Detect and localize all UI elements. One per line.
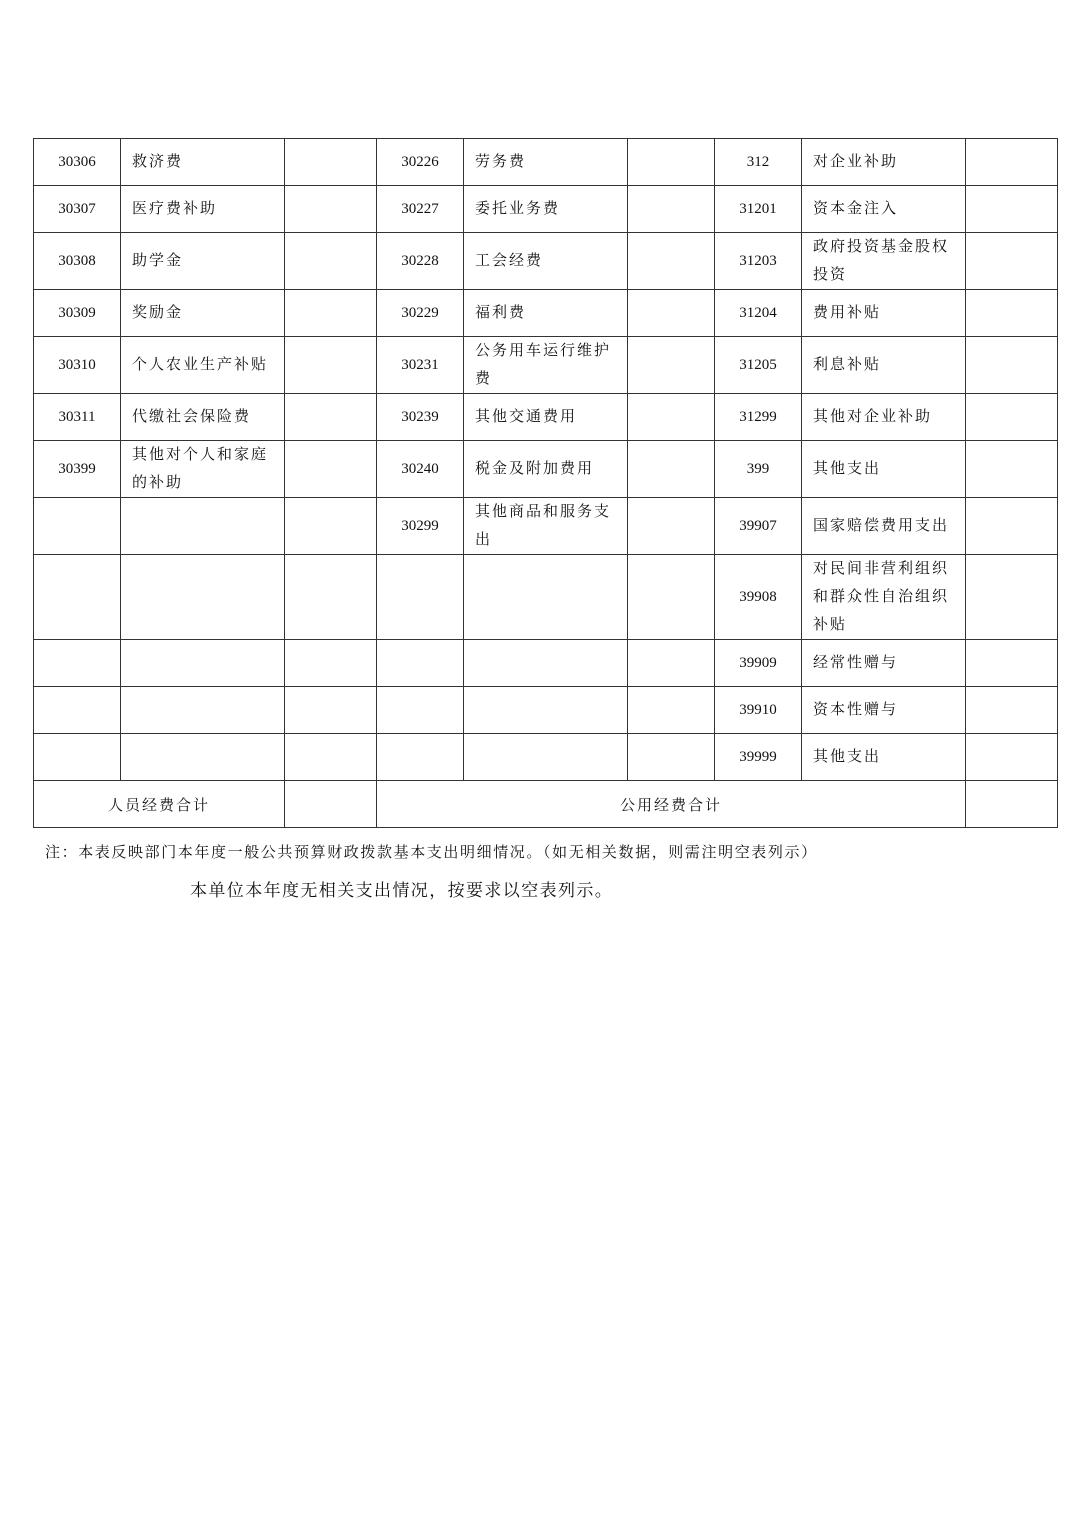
amount-cell (285, 233, 377, 290)
item-code (34, 734, 121, 781)
item-name (464, 555, 628, 640)
amount-cell (966, 687, 1058, 734)
item-name: 利息补贴 (802, 337, 966, 394)
item-code: 30239 (377, 394, 464, 441)
item-code: 31204 (715, 290, 802, 337)
empty-table-statement: 本单位本年度无相关支出情况，按要求以空表列示。 (190, 881, 614, 901)
item-code: 30228 (377, 233, 464, 290)
amount-cell (628, 441, 715, 498)
item-code: 39907 (715, 498, 802, 555)
amount-cell (628, 186, 715, 233)
totals-row (34, 781, 1058, 828)
personnel-expense-total-label: 人员经费合计 (34, 781, 285, 828)
item-name: 医疗费补助 (121, 186, 285, 233)
amount-cell (285, 186, 377, 233)
item-name: 国家赔偿费用支出 (802, 498, 966, 555)
amount-cell (966, 394, 1058, 441)
table-row (34, 139, 1058, 186)
item-code: 30309 (34, 290, 121, 337)
item-name: 公务用车运行维护费 (464, 337, 628, 394)
item-code: 30311 (34, 394, 121, 441)
item-code (34, 555, 121, 640)
item-code: 31205 (715, 337, 802, 394)
table-row (34, 290, 1058, 337)
amount-cell (966, 441, 1058, 498)
item-code: 312 (715, 139, 802, 186)
item-name (121, 687, 285, 734)
item-code (377, 734, 464, 781)
item-name: 奖励金 (121, 290, 285, 337)
item-name: 其他商品和服务支出 (464, 498, 628, 555)
item-name: 经常性赠与 (802, 640, 966, 687)
item-code: 30231 (377, 337, 464, 394)
table-row (34, 640, 1058, 687)
item-name: 劳务费 (464, 139, 628, 186)
item-name: 政府投资基金股权投资 (802, 233, 966, 290)
amount-cell (628, 498, 715, 555)
item-name: 资本性赠与 (802, 687, 966, 734)
item-name (121, 555, 285, 640)
amount-cell (628, 687, 715, 734)
amount-cell (628, 734, 715, 781)
amount-cell (966, 498, 1058, 555)
item-code: 30308 (34, 233, 121, 290)
item-name: 其他交通费用 (464, 394, 628, 441)
item-code (34, 687, 121, 734)
amount-cell (966, 186, 1058, 233)
amount-cell (628, 233, 715, 290)
table-row (34, 233, 1058, 290)
amount-cell (628, 640, 715, 687)
item-code: 39910 (715, 687, 802, 734)
item-code (34, 498, 121, 555)
amount-cell (285, 555, 377, 640)
amount-cell (966, 139, 1058, 186)
amount-cell (628, 337, 715, 394)
item-name (121, 734, 285, 781)
amount-cell (628, 139, 715, 186)
item-code: 399 (715, 441, 802, 498)
amount-cell (628, 555, 715, 640)
item-code: 31203 (715, 233, 802, 290)
amount-cell (285, 734, 377, 781)
table-row (34, 186, 1058, 233)
amount-cell (285, 290, 377, 337)
item-name: 代缴社会保险费 (121, 394, 285, 441)
item-code (377, 640, 464, 687)
item-name: 其他对个人和家庭的补助 (121, 441, 285, 498)
item-name: 工会经费 (464, 233, 628, 290)
item-name (464, 640, 628, 687)
expenditure-detail-table (33, 138, 1057, 828)
public-expense-total-value (966, 781, 1058, 828)
amount-cell (628, 290, 715, 337)
amount-cell (285, 394, 377, 441)
item-name: 费用补贴 (802, 290, 966, 337)
item-code: 30399 (34, 441, 121, 498)
item-code (377, 555, 464, 640)
amount-cell (966, 337, 1058, 394)
item-name: 对民间非营利组织和群众性自治组织补贴 (802, 555, 966, 640)
amount-cell (285, 441, 377, 498)
item-code: 30299 (377, 498, 464, 555)
item-code: 31299 (715, 394, 802, 441)
item-code: 30226 (377, 139, 464, 186)
item-name: 助学金 (121, 233, 285, 290)
item-name: 救济费 (121, 139, 285, 186)
personnel-expense-total-value (285, 781, 377, 828)
item-name (121, 640, 285, 687)
amount-cell (285, 337, 377, 394)
item-name: 其他对企业补助 (802, 394, 966, 441)
item-name: 个人农业生产补贴 (121, 337, 285, 394)
amount-cell (966, 233, 1058, 290)
item-name: 资本金注入 (802, 186, 966, 233)
item-code: 30306 (34, 139, 121, 186)
item-code: 30310 (34, 337, 121, 394)
table-row (34, 441, 1058, 498)
item-code: 30240 (377, 441, 464, 498)
table-note: 注：本表反映部门本年度一般公共预算财政拨款基本支出明细情况。（如无相关数据，则需注明空表列示） (45, 843, 818, 861)
amount-cell (966, 555, 1058, 640)
amount-cell (966, 734, 1058, 781)
amount-cell (966, 290, 1058, 337)
item-name: 委托业务费 (464, 186, 628, 233)
table-row (34, 687, 1058, 734)
table-row (34, 394, 1058, 441)
item-name (464, 687, 628, 734)
amount-cell (285, 640, 377, 687)
item-name: 其他支出 (802, 734, 966, 781)
item-code: 30307 (34, 186, 121, 233)
table-row (34, 555, 1058, 640)
item-code: 39908 (715, 555, 802, 640)
table-row (34, 734, 1058, 781)
item-name (121, 498, 285, 555)
amount-cell (628, 394, 715, 441)
item-code: 39999 (715, 734, 802, 781)
item-code: 39909 (715, 640, 802, 687)
item-name: 其他支出 (802, 441, 966, 498)
item-name: 福利费 (464, 290, 628, 337)
item-code: 31201 (715, 186, 802, 233)
item-code: 30227 (377, 186, 464, 233)
item-code (34, 640, 121, 687)
item-code: 30229 (377, 290, 464, 337)
amount-cell (285, 139, 377, 186)
table-row (34, 337, 1058, 394)
item-name: 税金及附加费用 (464, 441, 628, 498)
public-expense-total-label: 公用经费合计 (377, 781, 966, 828)
item-name (464, 734, 628, 781)
item-name: 对企业补助 (802, 139, 966, 186)
amount-cell (966, 640, 1058, 687)
amount-cell (285, 687, 377, 734)
table-row (34, 498, 1058, 555)
item-code (377, 687, 464, 734)
amount-cell (285, 498, 377, 555)
